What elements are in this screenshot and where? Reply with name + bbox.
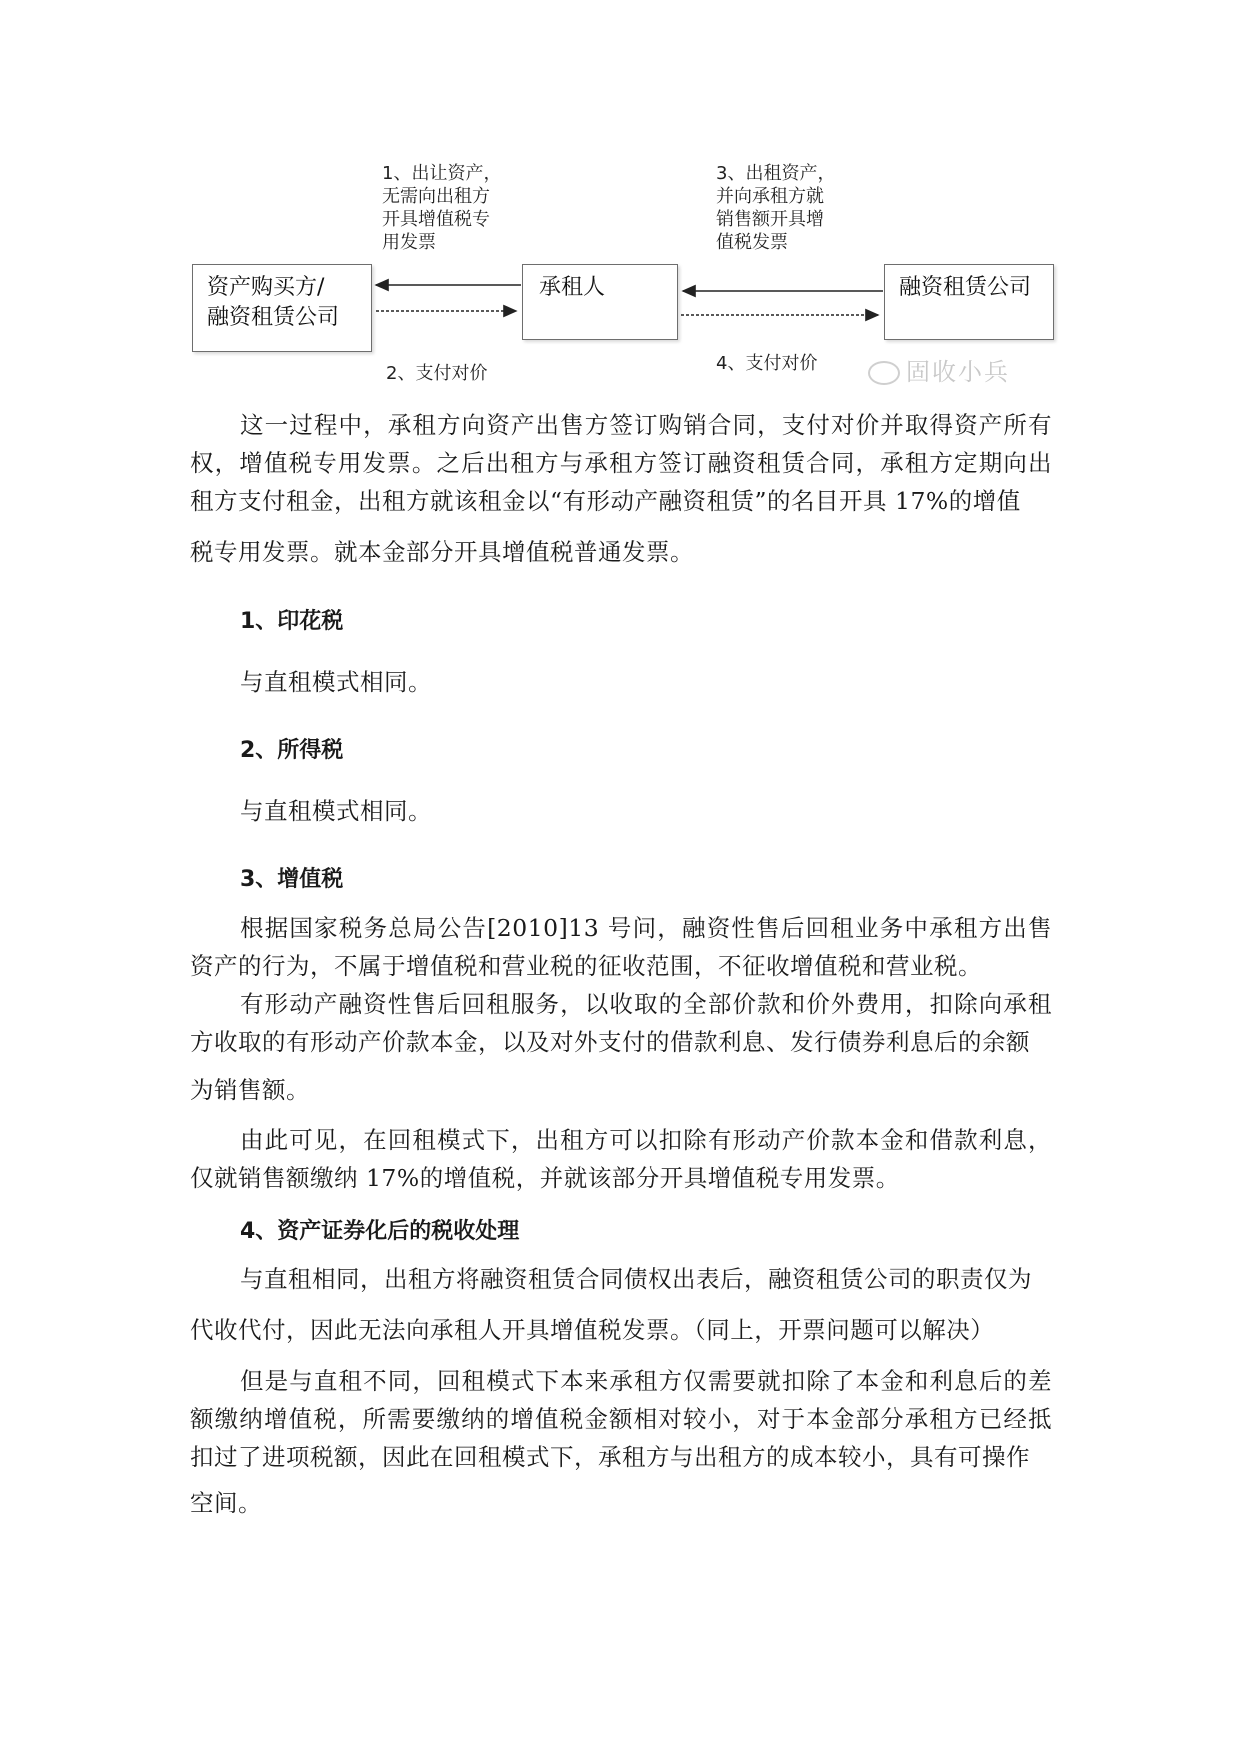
asset-buyer-line-2: 融资租赁公司	[207, 305, 340, 330]
step-3-line-4: 值税发票	[716, 232, 788, 253]
step-3-line-2: 并向承租方就	[716, 186, 824, 207]
leasing-company-box	[884, 264, 1054, 340]
paragraph-stamp-tax: 与直租模式相同。	[240, 668, 432, 696]
paragraph-securitization: 与直租相同，出租方将融资租赁合同债权出表后，融资租赁公司的职责仅为	[240, 1265, 1032, 1293]
leasing-company-label: 融资租赁公司	[899, 275, 1032, 300]
paragraph-process-end: 税专用发票。就本金部分开具增值税普通发票。	[190, 538, 694, 566]
paragraph-vat-sales-end: 为销售额。	[190, 1076, 310, 1104]
step-1-label	[382, 162, 501, 254]
lessee-box	[522, 264, 678, 340]
watermark-text: 固收小兵	[906, 358, 1010, 386]
step-1-line-3: 开具增值税专	[382, 209, 490, 230]
heading-stamp-tax: 1、印花税	[240, 609, 344, 634]
paragraph-securitization-end: 代收代付，因此无法向承租人开具增值税发票。（同上，开票问题可以解决）	[190, 1316, 995, 1344]
lessee-label: 承租人	[539, 275, 606, 300]
paragraph-difference: 但是与直租不同，回租模式下本来承租方仅需要就扣除了本金和利息后的差额缴纳增值税，所需要缴纳的增值税金额相对较小，对于本金部分承租方已经抵扣过了进项税额，因此在回租模式下，承租方与出租方的成本较小，具有可操作	[190, 1367, 1052, 1471]
heading-income-tax: 2、所得税	[240, 738, 344, 763]
paragraph-vat-sales: 有形动产融资性售后回租服务，以收取的全部价款和价外费用，扣除向承租方收取的有形动产价款本金，以及对外支付的借款利息、发行债券利息后的余额	[190, 990, 1052, 1056]
step-2-label: 2、支付对价	[386, 363, 488, 384]
asset-buyer-box	[192, 264, 372, 352]
lease-flow-diagram	[0, 0, 1241, 400]
paragraph-vat-conclusion: 由此可见，在回租模式下，出租方可以扣除有形动产价款本金和借款利息，仅就销售额缴纳 17%的增值税，并就该部分开具增值税专用发票。	[190, 1126, 1052, 1192]
paragraph-income-tax: 与直租模式相同。	[240, 797, 432, 825]
step-3-label	[716, 162, 835, 254]
step-1-line-2: 无需向出租方	[382, 186, 490, 207]
heading-securitization-tax: 4、资产证券化后的税收处理	[240, 1219, 520, 1244]
heading-vat: 3、增值税	[240, 867, 344, 892]
watermark	[868, 352, 1010, 387]
asset-buyer-line-1: 资产购买方/	[207, 275, 325, 300]
step-1-line-1: 1、出让资产，	[382, 163, 502, 184]
step-1-line-4: 用发票	[382, 232, 436, 253]
diagram-arrows	[0, 0, 1241, 400]
step-3-line-1: 3、出租资产，	[716, 163, 836, 184]
paragraph-process: 这一过程中，承租方向资产出售方签订购销合同，支付对价并取得资产所有权，增值税专用发票。之后出租方与承租方签订融资租赁合同，承租方定期向出租方支付租金，出租方就该租金以“有形动产融资租赁”的名目开具 17%的增值	[190, 411, 1052, 515]
paragraph-difference-end: 空间。	[190, 1489, 262, 1517]
step-3-line-3: 销售额开具增	[716, 209, 824, 230]
paragraph-vat-announcement: 根据国家税务总局公告[2010]13 号问，融资性售后回租业务中承租方出售资产的行为，不属于增值税和营业税的征收范围，不征收增值税和营业税。	[190, 914, 1052, 980]
step-4-label: 4、支付对价	[716, 353, 818, 374]
wechat-icon	[868, 361, 900, 385]
